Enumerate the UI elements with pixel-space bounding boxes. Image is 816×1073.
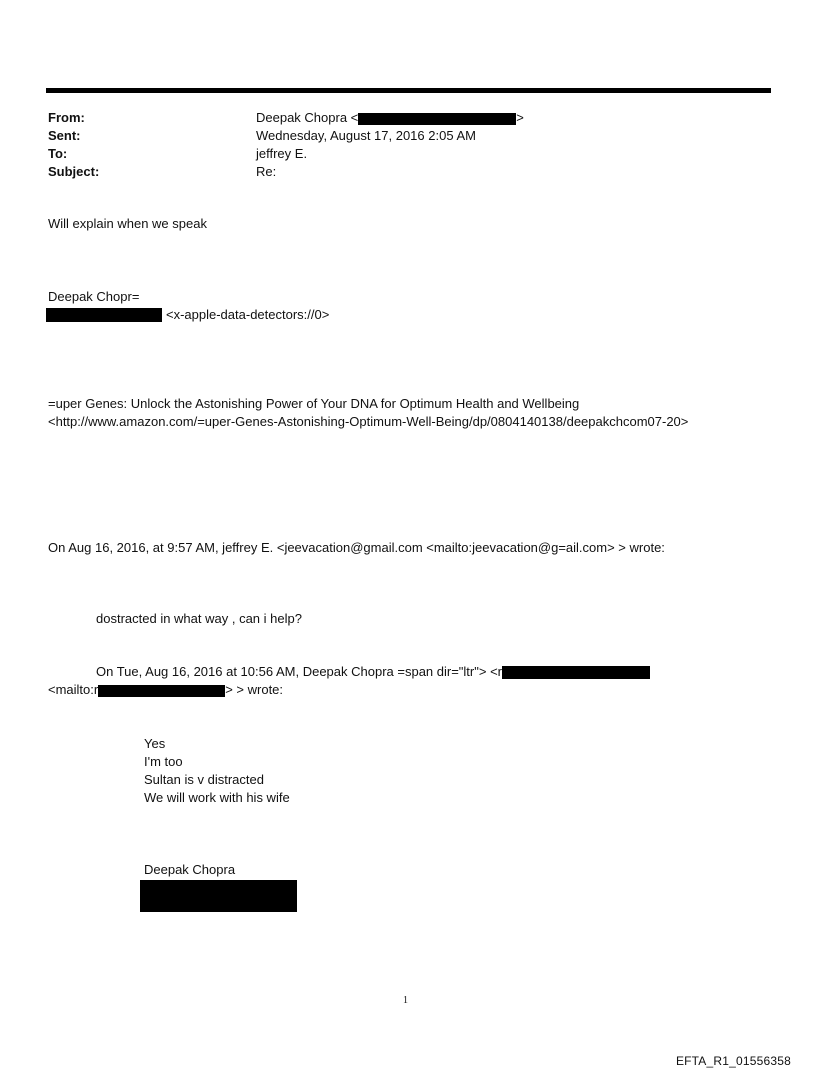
redaction-box [98,685,225,697]
signature2-name: Deepak Chopra [144,862,236,877]
from-label: From: [48,110,85,125]
quote2-line2-end: > > wrote: [225,682,284,697]
message-line: Sultan is v distracted [144,772,264,787]
from-name: Deepak Chopra < [256,110,359,125]
subject-label: Subject: [48,164,100,179]
to-label: To: [48,146,68,161]
message-line: I'm too [144,754,183,769]
subject-value: Re: [256,164,277,179]
redaction-box [502,666,650,679]
header-divider [46,88,771,93]
to-row [48,145,524,163]
quote2-line1 [96,663,650,681]
quote2-line2-start: <mailto:r [48,682,99,697]
from-row [48,109,524,127]
book-title: =uper Genes: Unlock the Astonishing Power of Your DNA for Optimum Health and Wellbeing [48,396,580,411]
sent-row [48,127,524,145]
signature-link: <x-apple-data-detectors://0> [166,307,330,322]
to-value: jeffrey E. [256,146,308,161]
message-line: We will work with his wife [144,790,290,805]
subject-row [48,163,524,181]
redaction-box [46,308,162,322]
reply-text: dostracted in what way , can i help? [96,611,302,626]
message-line: Yes [144,736,166,751]
book-url: <http://www.amazon.com/=uper-Genes-Astonishing-Optimum-Well-Being/dp/0804140138/deepakchcom07-20> [48,414,689,429]
sent-label: Sent: [48,128,81,143]
document-id: EFTA_R1_01556358 [675,1054,791,1068]
page-number: 1 [403,995,408,1006]
redaction-box [358,113,516,125]
sent-value: Wednesday, August 17, 2016 2:05 AM [256,128,476,143]
quote2-line1-text: On Tue, Aug 16, 2016 at 10:56 AM, Deepak Chopra =span dir="ltr"> <r [96,664,502,679]
from-value [256,109,524,127]
redaction-box [140,880,297,912]
quote-header: On Aug 16, 2016, at 9:57 AM, jeffrey E. <jeevacation@gmail.com <mailto:jeevacation@g=ail.com> > wrote: [48,540,665,555]
email-header [48,109,524,181]
from-value-end: > [516,110,524,125]
signature-name: Deepak Chopr= [48,289,140,304]
body-line-explain: Will explain when we speak [48,216,207,231]
quote2-line2 [48,681,283,699]
